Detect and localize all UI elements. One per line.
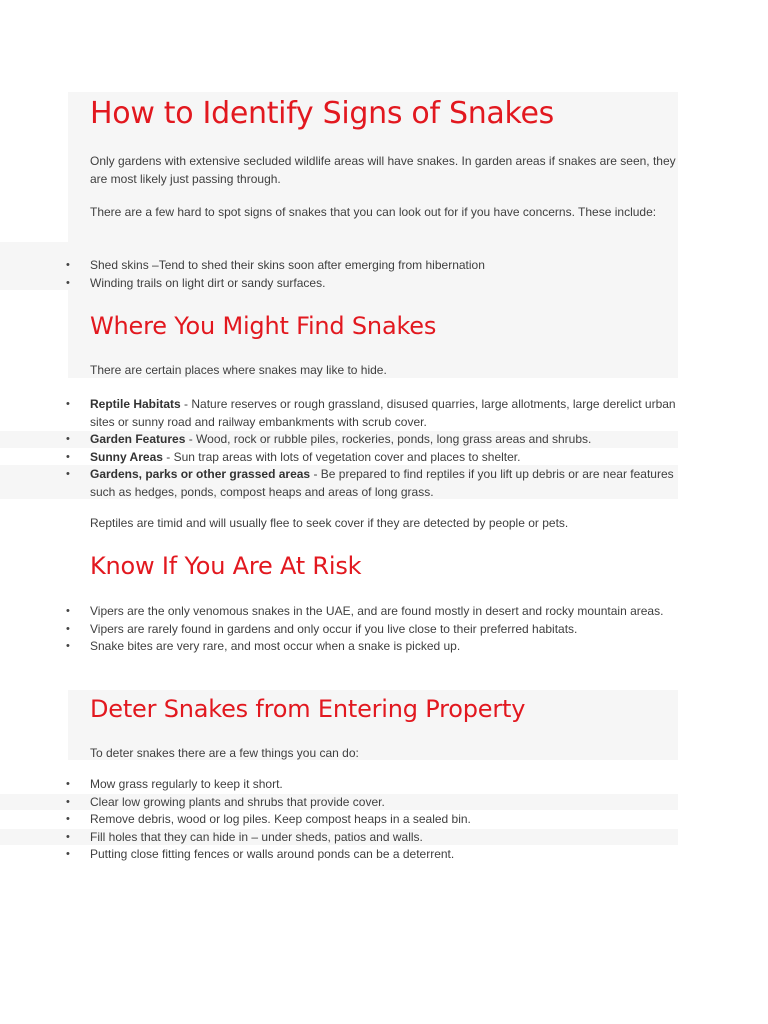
- list-item-term: Gardens, parks or other grassed areas: [90, 467, 311, 481]
- section-heading: Deter Snakes from Entering Property: [90, 695, 526, 723]
- section-intro: There are certain places where snakes may like to hide.: [90, 363, 387, 377]
- list-item: [0, 396, 690, 431]
- list-item: • Putting close fitting fences or walls around ponds can be a deterrent.: [0, 846, 690, 864]
- list-item: • Vipers are rarely found in gardens and only occur if you live close to their preferred habitats.: [0, 621, 690, 639]
- deter-list: [0, 776, 690, 864]
- list-item-term: Sunny Areas: [90, 449, 163, 464]
- list-item: • Remove debris, wood or log piles. Keep compost heaps in a sealed bin.: [0, 811, 690, 829]
- habitats-list: [0, 396, 690, 501]
- section-heading: Know If You Are At Risk: [90, 552, 362, 580]
- list-item: • Winding trails on light dirt or sandy surfaces.: [0, 275, 690, 293]
- intro-paragraph: There are a few hard to spot signs of snakes that you can look out for if you have concerns. These include:: [90, 205, 657, 219]
- list-item-text: - Wood, rock or rubble piles, rockeries, ponds, long grass areas and shrubs.: [185, 432, 592, 446]
- list-item-term: Garden Features: [90, 432, 186, 446]
- section-intro: To deter snakes there are a few things you can do:: [90, 746, 359, 760]
- list-item: [0, 431, 690, 449]
- intro-paragraph: Only gardens with extensive secluded wildlife areas will have snakes. In garden areas if snakes are seen, they are most likely just passing through.: [90, 154, 676, 186]
- section-outro: Reptiles are timid and will usually flee to seek cover if they are detected by people or pets.: [90, 516, 569, 530]
- list-item: • Snake bites are very rare, and most occur when a snake is picked up.: [0, 638, 690, 656]
- list-item-text: - Nature reserves or rough grassland, disused quarries, large allotments, large derelict urban sites or sunny road and railway embankments with scrub cover.: [90, 397, 676, 429]
- list-item: [0, 449, 690, 467]
- risk-list: [0, 603, 690, 656]
- signs-list: [0, 257, 690, 292]
- list-item: • Mow grass regularly to keep it short.: [0, 776, 690, 794]
- list-item-text: - Be prepared to find reptiles if you lift up debris or are near features such as hedges, ponds, compost heaps and areas of long grass.: [90, 467, 674, 499]
- section-heading: Where You Might Find Snakes: [90, 312, 437, 340]
- page-title: How to Identify Signs of Snakes: [90, 96, 555, 131]
- list-item-text: - Sun trap areas with lots of vegetation cover and places to shelter.: [162, 449, 521, 464]
- list-item: • Fill holes that they can hide in – under sheds, patios and walls.: [0, 829, 690, 847]
- list-item: • Clear low growing plants and shrubs that provide cover.: [0, 794, 690, 812]
- list-item: [0, 466, 690, 501]
- list-item: • Vipers are the only venomous snakes in the UAE, and are found mostly in desert and rocky mountain areas.: [0, 603, 690, 621]
- list-item: • Shed skins –Tend to shed their skins soon after emerging from hibernation: [0, 257, 690, 275]
- list-item-term: Reptile Habitats: [90, 397, 181, 411]
